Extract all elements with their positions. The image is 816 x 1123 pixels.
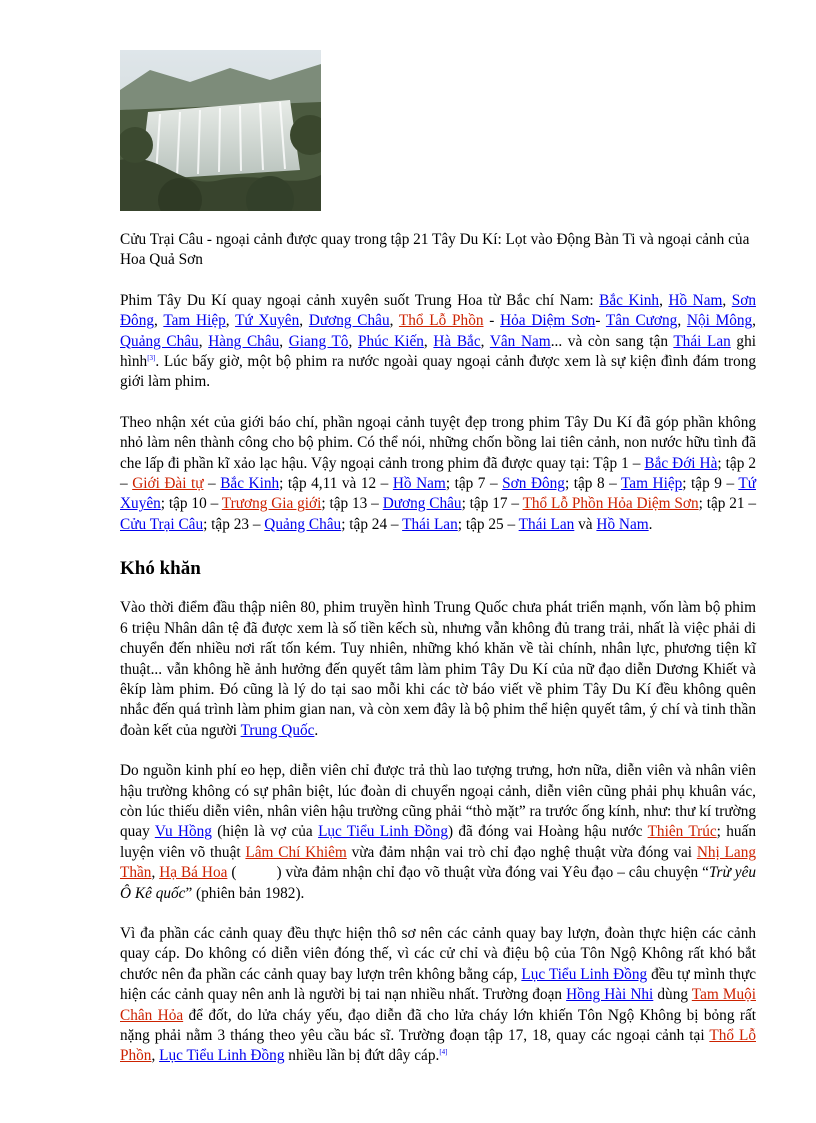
link-son-dong-2[interactable]: Sơn Đông — [502, 475, 565, 493]
link-tam-hiep-2[interactable]: Tam Hiệp — [621, 475, 683, 493]
link-noi-mong[interactable]: Nội Mông — [686, 312, 753, 330]
link-thien-truc[interactable]: Thiên Trúc — [647, 823, 717, 841]
link-thai-lan-2[interactable]: Thái Lan — [402, 515, 458, 533]
italic-title: Trừ yêu Ô Kê quốc — [120, 864, 757, 902]
link-gioi-dai-tu[interactable]: Giới Đài tự — [132, 475, 204, 493]
link-thai-lan[interactable]: Thái Lan — [673, 332, 731, 350]
link-bac-doi-ha[interactable]: Bắc Đới Hà — [644, 454, 718, 472]
link-luc-tieu-linh-dong-2[interactable]: Lục Tiểu Linh Đồng — [521, 965, 648, 983]
link-giang-to[interactable]: Giang Tô — [288, 332, 349, 350]
link-luc-tieu-linh-dong[interactable]: Lục Tiểu Linh Đồng — [318, 823, 448, 841]
photo-caption: Cửu Trại Câu - ngoại cảnh được quay trong tập 21 Tây Du Kí: Lọt vào Động Bàn Ti và ngoại cảnh của Hoa Quả Sơn — [120, 231, 750, 269]
link-tho-lo-phon[interactable]: Thổ Lỗ Phồn — [398, 312, 484, 330]
link-tho-lo-phon-hoa-diem-son[interactable]: Thổ Lỗ Phồn Hỏa Diệm Sơn — [522, 495, 699, 513]
link-thai-lan-3[interactable]: Thái Lan — [518, 515, 575, 533]
paragraph-budget: Vào thời điểm đầu thập niên 80, phim truyền hình Trung Quốc chưa phát triển mạnh, vốn làm bộ phim 6 triệu Nhân dân tệ đã được xem là số tiền kếch sù, nhưng vẫn không đủ trang trải, nhất là việc phải di chuyển đến nhiều nơi rất tốn kém. Tuy nhiên, những khó khăn về tài chính, nhân lực, phương tiện kĩ thuật... vẫn không hề ảnh hưởng đến quyết tâm làm phim Tây Du Kí của nữ đạo diễn Dương Khiết và êkíp làm phim. Đó cũng là lý do tại sao mỗi khi các tờ báo viết về phim Tây Du Kí đều không quên nhắc đến quá trình làm phim gian nan, và còn xem đây là bộ phim thể hiện quyết tâm, ý chí và tinh thần đoàn kết của người Trung Quốc. — [120, 599, 756, 739]
link-tu-xuyen-2[interactable]: Tứ Xuyên — [120, 475, 756, 513]
link-duong-chau[interactable]: Dương Châu — [308, 312, 390, 330]
link-ho-nam-3[interactable]: Hồ Nam — [596, 515, 649, 533]
link-van-nam[interactable]: Vân Nam — [489, 332, 551, 350]
paragraph-crew: Do nguồn kinh phí eo hẹp, diễn viên chỉ được trả thù lao tượng trưng, hơn nữa, diễn viên và nhân viên hậu trường không có sự phân biệt, lúc đoàn di chuyển ngoại cảnh, diễn viên cũng phải phụ khuân vác, còn lúc thiếu diễn viên, nhân viên hậu trường cũng phải “thò mặt” ra trước ống kính, như: thư kí trường quay Vu Hồng (hiện là vợ của Lục Tiểu Linh Đồng) đã đóng vai Hoàng hậu nước Thiên Trúc; huấn luyện viên võ thuật Lâm Chí Khiêm vừa đảm nhận vai trò chỉ đạo nghệ thuật vừa đóng vai Nhị Lang Thần, Hạ Bá Hoa ( ) vừa đảm nhận chỉ đạo võ thuật vừa đóng vai Yêu đạo – câu chuyện “Trừ yêu Ô Kê quốc” (phiên bản 1982). — [120, 762, 757, 902]
link-tan-cuong[interactable]: Tân Cương — [605, 312, 678, 330]
reference-3[interactable]: [3] — [147, 353, 156, 362]
link-hang-chau[interactable]: Hàng Châu — [208, 332, 280, 350]
link-tho-lo-phon-2[interactable]: Thổ Lỗ Phồn — [120, 1027, 756, 1065]
link-ha-bac[interactable]: Hà Bắc — [433, 332, 481, 350]
link-hoa-diem-son[interactable]: Hỏa Diệm Sơn — [500, 312, 596, 330]
link-bac-kinh-2[interactable]: Bắc Kinh — [220, 475, 280, 493]
link-bac-kinh[interactable]: Bắc Kinh — [599, 291, 660, 309]
link-luc-tieu-linh-dong-3[interactable]: Lục Tiểu Linh Đồng — [159, 1047, 285, 1065]
link-quang-chau[interactable]: Quảng Châu — [120, 332, 199, 350]
reference-4[interactable]: [4] — [439, 1048, 448, 1057]
link-nhi-lang-than[interactable]: Nhị Lang Thần — [120, 843, 756, 882]
link-ho-nam[interactable]: Hồ Nam — [668, 291, 723, 309]
waterfall-photo — [120, 50, 321, 211]
link-duong-chau-2[interactable]: Dương Châu — [382, 495, 462, 513]
link-son-dong[interactable]: Sơn Đông — [120, 291, 756, 330]
link-truong-gia-gioi[interactable]: Trương Gia giới — [221, 495, 322, 513]
link-vu-hong[interactable]: Vu Hồng — [154, 823, 212, 841]
link-trung-quoc[interactable]: Trung Quốc — [240, 721, 315, 739]
link-lam-chi-khiem[interactable]: Lâm Chí Khiêm — [245, 843, 347, 861]
link-tam-muoi-chan-hoa[interactable]: Tam Muội Chân Hỏa — [120, 986, 756, 1024]
link-ha-ba-hoa[interactable]: Hạ Bá Hoa — [159, 864, 228, 882]
paragraph-scenery: Theo nhận xét của giới báo chí, phần ngoại cảnh tuyệt đẹp trong phim Tây Du Kí đã góp phần không nhỏ làm nên thành công cho bộ phim. Có thể nói, những chốn bồng lai tiên cảnh, non nước hữu tình đã che lấp đi phần kĩ xảo lạc hậu. Vậy ngoại cảnh trong phim đã được quay tại: Tập 1 – Bắc Đới Hà; tập 2 – Giới Đài tự – Bắc Kinh; tập 4,11 và 12 – Hồ Nam; tập 7 – Sơn Đông; tập 8 – Tam Hiệp; tập 9 – Tứ Xuyên; tập 10 – Trương Gia giới; tập 13 – Dương Châu; tập 17 – Thổ Lỗ Phồn Hỏa Diệm Sơn; tập 21 – Cửu Trại Câu; tập 23 – Quảng Châu; tập 24 – Thái Lan; tập 25 – Thái Lan và Hồ Nam. — [120, 413, 757, 533]
link-hong-hai-nhi[interactable]: Hồng Hài Nhi — [566, 986, 654, 1004]
link-ho-nam-2[interactable]: Hồ Nam — [392, 475, 446, 493]
link-cuu-trai-cau[interactable]: Cửu Trại Câu — [120, 515, 204, 533]
link-phuc-kien[interactable]: Phúc Kiến — [357, 332, 424, 350]
paragraph-filming-locations: Phim Tây Du Kí quay ngoại cảnh xuyên suốt Trung Hoa từ Bắc chí Nam: Bắc Kinh, Hồ Nam, Sơn Đông, Tam Hiệp, Tứ Xuyên, Dương Châu, Thổ Lỗ Phồn - Hỏa Diệm Sơn- Tân Cương, Nội Mông, Quảng Châu, Hàng Châu, Giang Tô, Phúc Kiến, Hà Bắc, Vân Nam... và còn sang tận Thái Lan ghi hình[3]. Lúc bấy giờ, một bộ phim ra nước ngoài quay ngoại cảnh được xem là sự kiện đình đám trong giới làm phim. — [120, 291, 756, 391]
document-page — [120, 50, 756, 1067]
paragraph-stunts: Vì đa phần các cảnh quay đều thực hiện thô sơ nên các cảnh quay bay lượn, đoàn thực hiện các cảnh quay cáp. Do không có diễn viên đóng thế, vì các cử chỉ và điệu bộ của Tôn Ngộ Không rất khó bắt chước nên đa phần các cảnh quay bay lượn trên không bằng cáp, Lục Tiểu Linh Đồng đều tự mình thực hiện các cảnh quay nên anh là người bị tai nạn nhiều nhất. Trường đoạn Hồng Hài Nhi dùng Tam Muội Chân Hỏa để đốt, do lửa cháy yếu, đạo diễn đã cho lửa cháy lớn khiến Tôn Ngộ Không bị bỏng rất nặng phải nằm 3 tháng theo yêu cầu bác sĩ. Trường đoạn tập 17, 18, quay các ngoại cảnh tại Thổ Lỗ Phồn, Lục Tiểu Linh Đồng nhiều lần bị đứt dây cáp.[4] — [120, 924, 756, 1065]
link-tu-xuyen[interactable]: Tứ Xuyên — [235, 312, 300, 330]
link-tam-hiep[interactable]: Tam Hiệp — [163, 312, 226, 330]
section-heading: Khó khăn — [120, 558, 201, 580]
link-quang-chau-2[interactable]: Quảng Châu — [264, 515, 342, 533]
